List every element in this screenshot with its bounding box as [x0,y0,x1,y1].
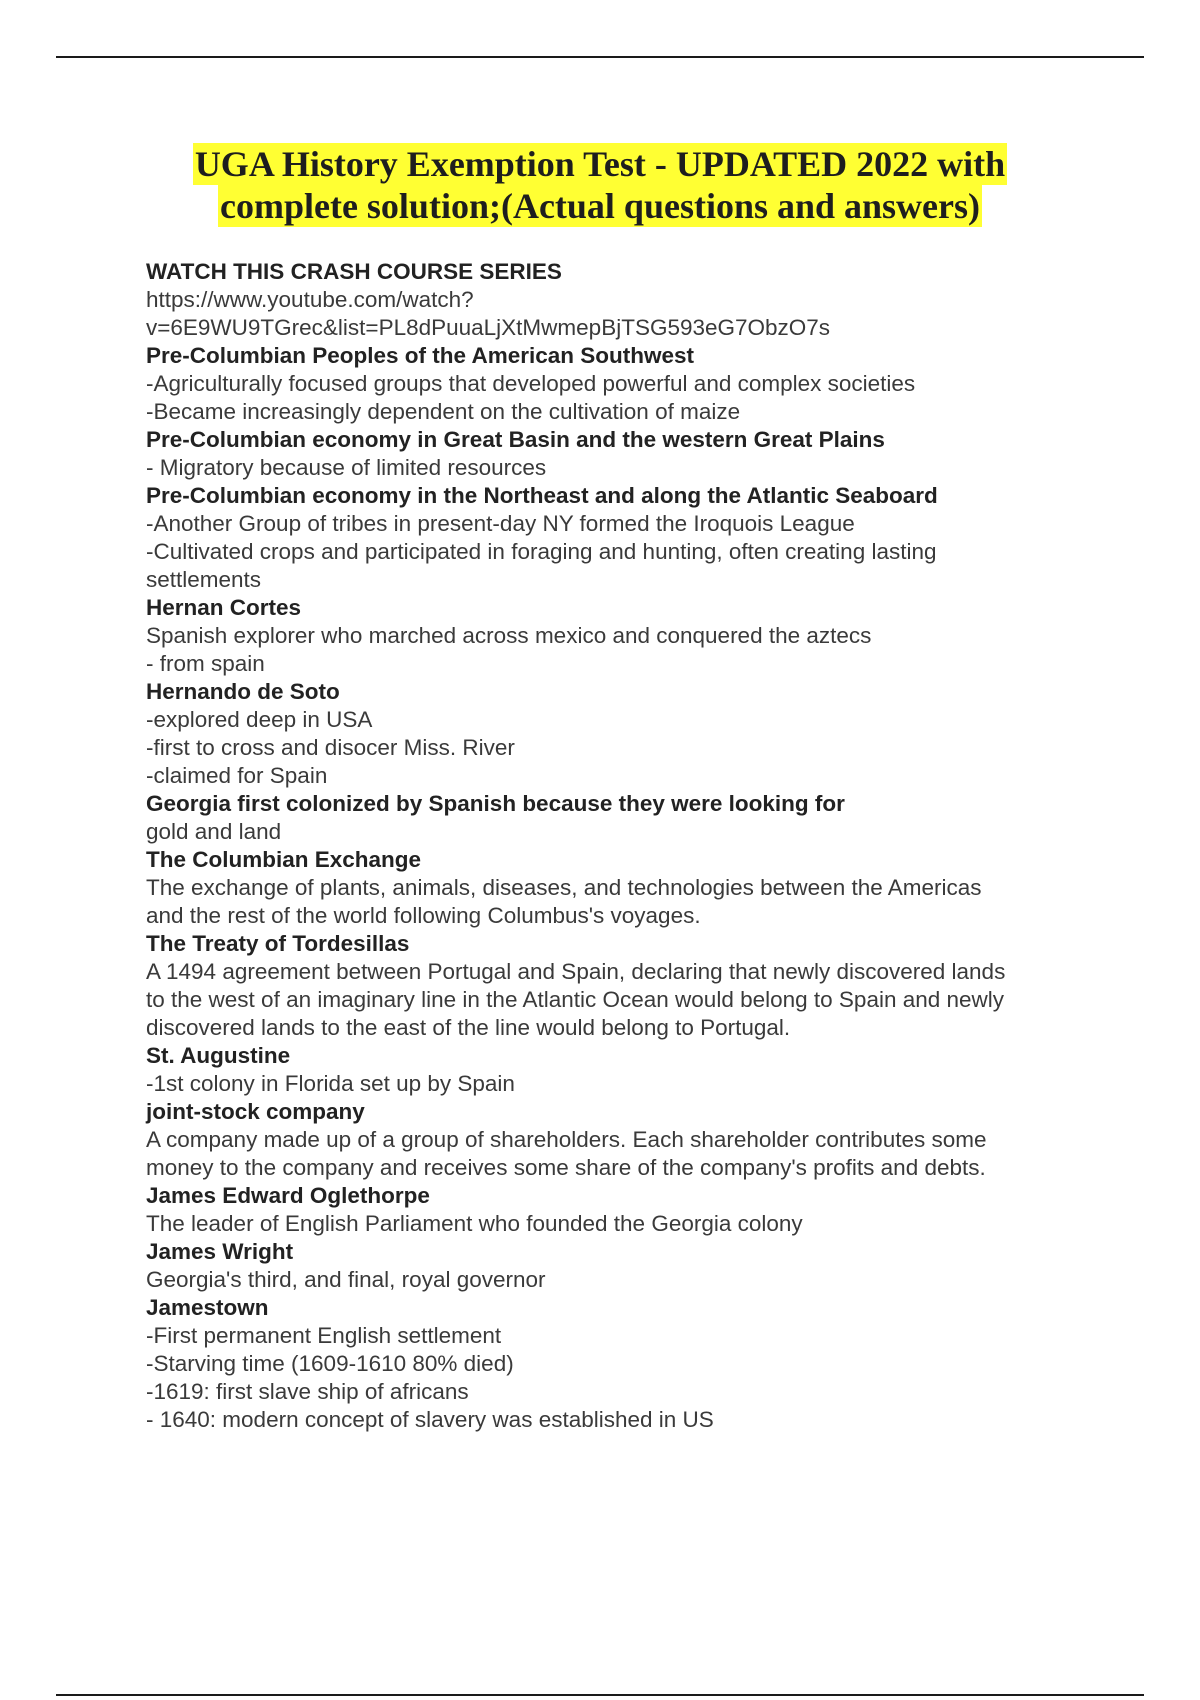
definition-line: Spanish explorer who marched across mexico and conquered the aztecs [146,623,872,648]
definition-line: https://www.youtube.com/watch? [146,287,474,312]
term-heading: joint-stock company [146,1099,365,1124]
definition-line: settlements [146,567,262,592]
term-heading: Pre-Columbian Peoples of the American Southwest [146,343,695,368]
definition-line: -first to cross and disocer Miss. River [146,735,515,760]
term-heading: James Wright [146,1239,294,1264]
definition-line: gold and land [146,819,282,844]
document-body [146,258,1086,1434]
definition-line: A company made up of a group of shareholders. Each shareholder contributes some [146,1127,987,1152]
term-heading: Georgia first colonized by Spanish because they were looking for [146,791,845,816]
definition-line: v=6E9WU9TGrec&list=PL8dPuuaLjXtMwmepBjTSG593eG7ObzO7s [146,315,831,340]
definition-line: -claimed for Spain [146,763,328,788]
term-heading: Jamestown [146,1295,269,1320]
definition-line: to the west of an imaginary line in the Atlantic Ocean would belong to Spain and newly [146,987,1005,1012]
definition-line: -1619: first slave ship of africans [146,1379,469,1404]
bottom-rule [56,1694,1144,1696]
definition-line: - from spain [146,651,265,676]
definition-line: A 1494 agreement between Portugal and Spain, declaring that newly discovered lands [146,959,1006,984]
definition-line: -explored deep in USA [146,707,373,732]
definition-line: -First permanent English settlement [146,1323,502,1348]
document-title [0,143,1200,227]
term-heading: James Edward Oglethorpe [146,1183,430,1208]
term-heading: St. Augustine [146,1043,291,1068]
term-heading: Pre-Columbian economy in the Northeast and along the Atlantic Seaboard [146,483,938,508]
definition-line: - 1640: modern concept of slavery was established in US [146,1407,714,1432]
term-heading: The Treaty of Tordesillas [146,931,410,956]
term-heading: WATCH THIS CRASH COURSE SERIES [146,259,562,284]
definition-line: -Starving time (1609-1610 80% died) [146,1351,514,1376]
definition-line: The leader of English Parliament who founded the Georgia colony [146,1211,803,1236]
term-heading: Hernan Cortes [146,595,302,620]
top-rule [56,56,1144,58]
definition-line: and the rest of the world following Columbus's voyages. [146,903,701,928]
definition-line: -1st colony in Florida set up by Spain [146,1071,515,1096]
definition-line: The exchange of plants, animals, diseases, and technologies between the Americas [146,875,982,900]
definition-line: money to the company and receives some share of the company's profits and debts. [146,1155,986,1180]
definition-line: Georgia's third, and final, royal governor [146,1267,546,1292]
title-line-1: UGA History Exemption Test - UPDATED 2022 with [194,144,1006,184]
definition-line: - Migratory because of limited resources [146,455,547,480]
definition-line: discovered lands to the east of the line would belong to Portugal. [146,1015,791,1040]
definition-line: -Cultivated crops and participated in foraging and hunting, often creating lasting [146,539,937,564]
definition-line: -Another Group of tribes in present-day NY formed the Iroquois League [146,511,855,536]
title-line-2: complete solution;(Actual questions and answers) [219,186,981,226]
term-heading: The Columbian Exchange [146,847,422,872]
definition-line: -Became increasingly dependent on the cultivation of maize [146,399,741,424]
term-heading: Hernando de Soto [146,679,340,704]
term-heading: Pre-Columbian economy in Great Basin and the western Great Plains [146,427,885,452]
definition-line: -Agriculturally focused groups that developed powerful and complex societies [146,371,916,396]
